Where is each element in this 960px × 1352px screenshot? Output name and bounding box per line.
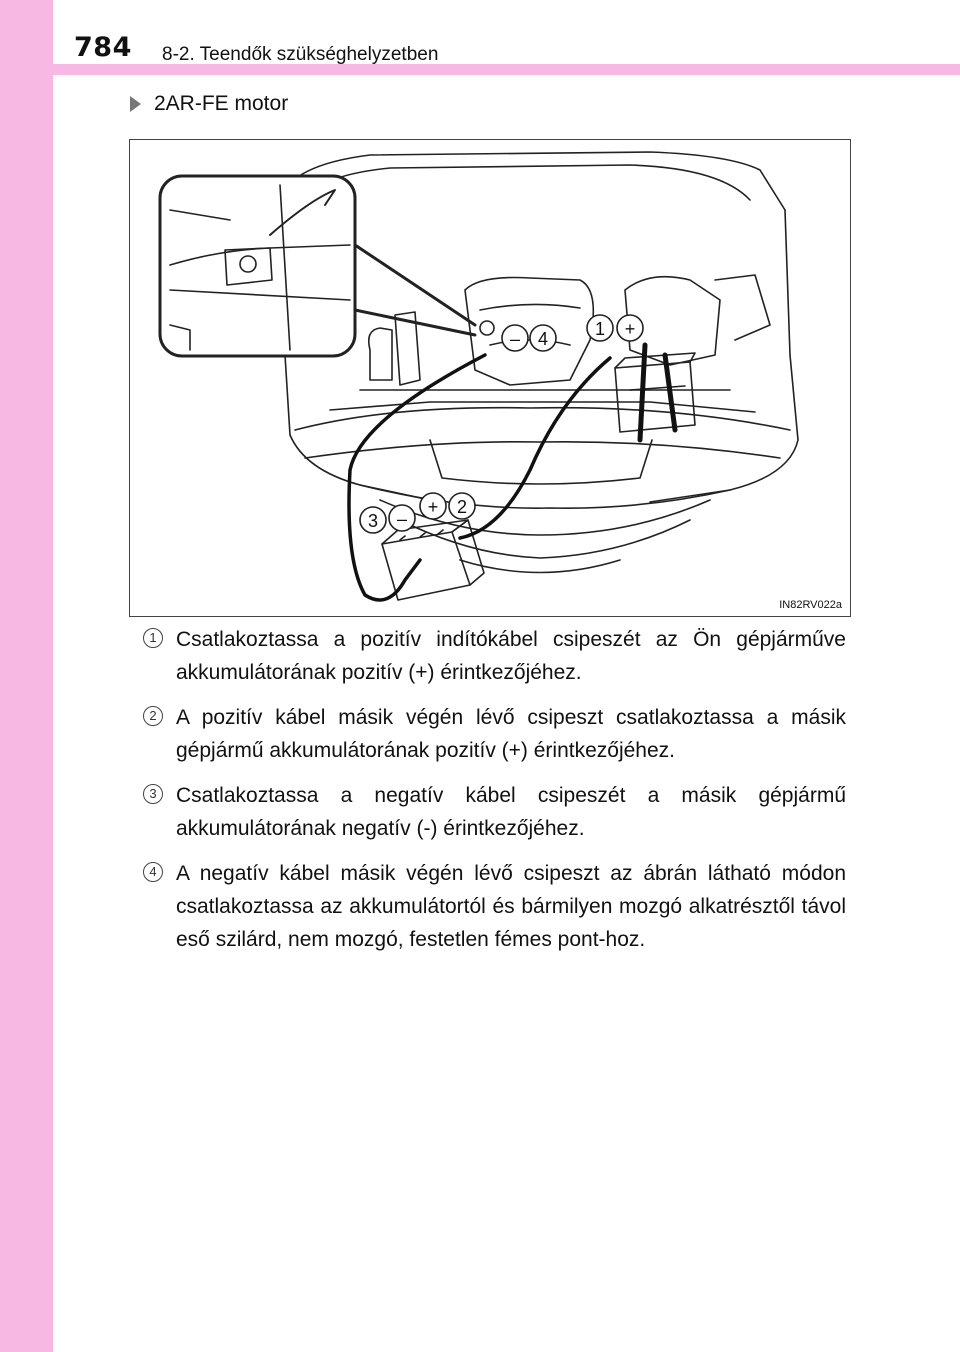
step-list — [140, 623, 846, 968]
step-item — [140, 623, 846, 689]
engine-illustration — [130, 140, 851, 617]
callout-1: 1 — [594, 319, 606, 339]
step-text: Csatlakoztassa a negatív kábel csipeszét a másik gépjármű akkumulátorának negatív (-) érintkezőjéhez. — [176, 784, 846, 840]
callout-minus-top: – — [509, 329, 521, 349]
step-number-badge: 4 — [140, 862, 166, 882]
side-color-band — [0, 0, 53, 1352]
figure-code: IN82RV022a — [779, 599, 842, 611]
callout-plus-top: + — [624, 319, 636, 339]
step-text: A negatív kábel másik végén lévő csipeszt az ábrán látható módon csatlakoztassa az akkumulátortól és bármilyen mozgó alkatrésztől távol eső szilárd, nem mozgó, festetlen fémes pont-hoz. — [176, 862, 846, 951]
section-title: 8-2. Teendők szükséghelyzetben — [162, 44, 439, 65]
step-text: Csatlakoztassa a pozitív indítókábel csipeszét az Ön gépjárműve akkumulátorának pozitív (+) érintkezőjéhez. — [176, 628, 846, 684]
step-item — [140, 857, 846, 956]
step-item — [140, 779, 846, 845]
callout-2: 2 — [456, 497, 468, 517]
subtitle-text: 2AR-FE motor — [154, 92, 289, 115]
step-item — [140, 701, 846, 767]
triangle-bullet-icon — [130, 96, 141, 112]
step-number-badge: 2 — [140, 706, 166, 726]
step-number-badge: 1 — [140, 628, 166, 648]
callout-4: 4 — [537, 329, 549, 349]
callout-minus-bottom: – — [396, 509, 408, 529]
step-text: A pozitív kábel másik végén lévő csipeszt csatlakoztassa a másik gépjármű akkumulátorának pozitív (+) érintkezőjéhez. — [176, 706, 846, 762]
callout-3: 3 — [367, 511, 379, 531]
engine-jump-start-figure — [129, 139, 851, 617]
page-number: 784 — [74, 32, 132, 63]
step-number-badge: 3 — [140, 784, 166, 804]
subtitle — [130, 92, 288, 116]
callout-plus-bottom: + — [427, 497, 439, 517]
